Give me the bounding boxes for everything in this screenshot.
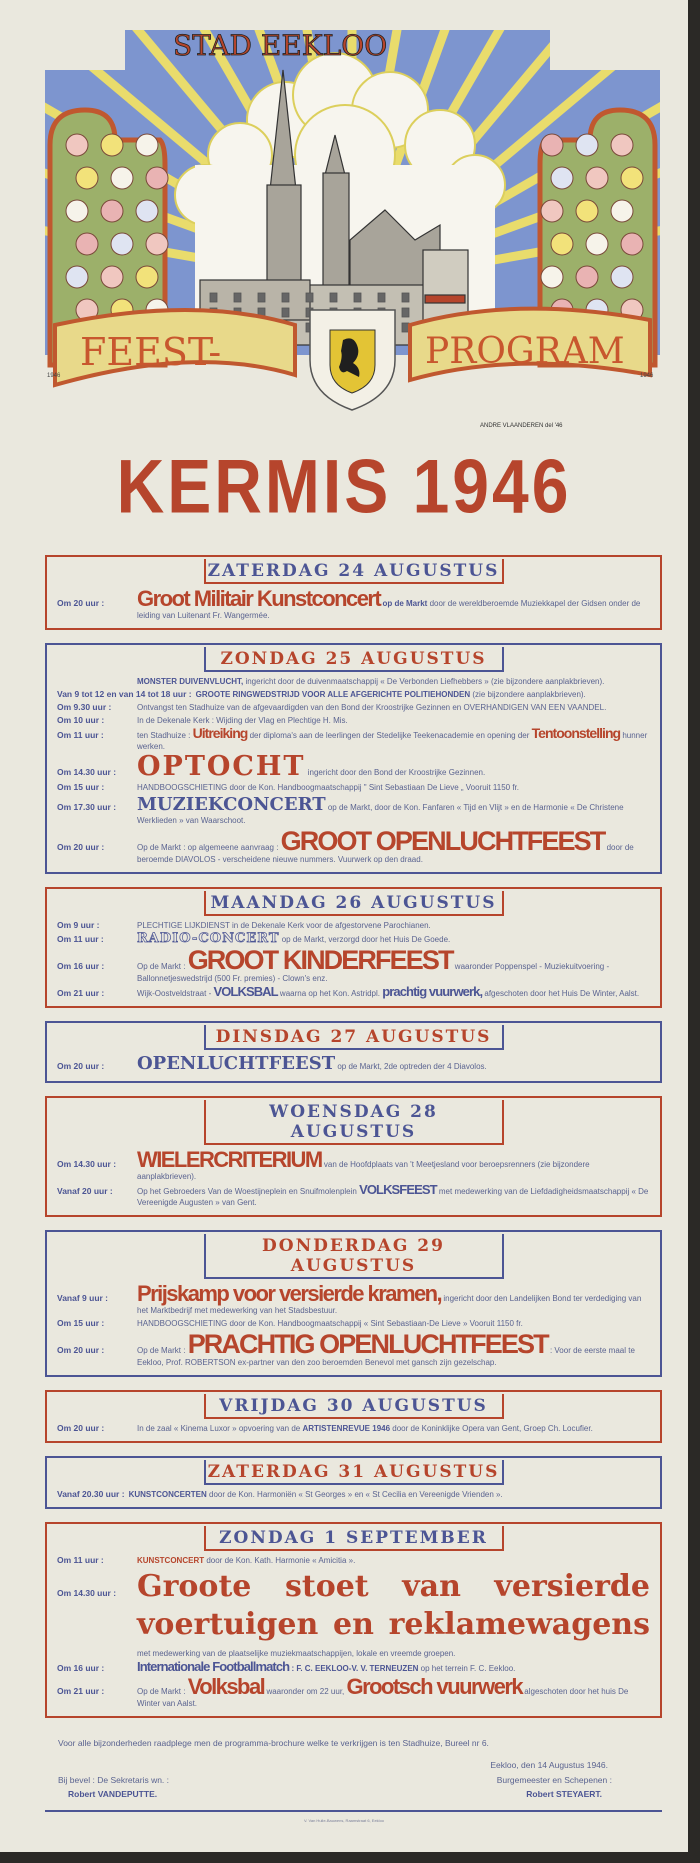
event-text: Grootsch vuurwerk <box>346 1674 523 1699</box>
event-time: Om 20 uur : <box>57 842 105 852</box>
page-title: KERMIS 1946 <box>116 443 572 529</box>
event-item <box>57 1318 650 1329</box>
stad-eekloo-title <box>173 29 387 62</box>
flower-icon <box>541 266 563 288</box>
event-description <box>137 933 650 945</box>
event-time: Om 17.30 uur : <box>57 802 117 812</box>
event-text: Wijk-Oostveldstraat - <box>137 989 214 998</box>
flower-icon <box>621 167 643 189</box>
event-item <box>57 689 650 700</box>
event-text: Groot Militair Kunstconcert <box>137 586 381 611</box>
event-item <box>57 1149 650 1182</box>
event-text: door de wereldberoemde Muziekkapel der Gidsen onder de leiding van Luitenant Fr. Wangermée. <box>137 599 641 620</box>
event-item <box>57 751 650 782</box>
event-time: Om 20 uur : <box>57 1345 105 1355</box>
event-item <box>57 725 650 752</box>
event-text: In de zaal « Kinema Luxor » opvoering van de <box>137 1424 303 1433</box>
event-description <box>137 782 650 793</box>
event-description <box>137 1318 650 1329</box>
window <box>210 293 217 302</box>
event-item <box>57 1555 650 1566</box>
event-time: Om 20 uur : <box>57 598 105 608</box>
svg-text:1946: 1946 <box>47 373 61 379</box>
flower-icon <box>576 266 598 288</box>
event-description <box>137 1568 650 1659</box>
flower-icon <box>146 233 168 255</box>
event-time: Om 16 uur : <box>57 961 105 971</box>
day-title: MAANDAG 26 AUGUSTUS <box>204 891 504 916</box>
window <box>234 293 241 302</box>
window <box>306 293 313 302</box>
festival-program <box>45 555 662 1731</box>
event-description <box>137 702 650 713</box>
event-text: OPTOCHT <box>137 751 306 782</box>
event-text: waaronder om 22 uur, <box>264 1687 347 1696</box>
event-text: Op de Markt : <box>137 962 188 971</box>
flower-icon <box>101 266 123 288</box>
flower-icon <box>66 266 88 288</box>
event-text: ten Stadhuize : <box>137 731 193 740</box>
event-description <box>137 947 650 984</box>
day-section <box>45 1390 662 1443</box>
event-text: : F. C. EEKLOO-V. V. TERNEUZEN <box>289 1664 419 1673</box>
event-item <box>57 986 650 999</box>
event-item <box>57 1184 650 1208</box>
footer-date: Eekloo, den 14 Augustus 1946. <box>490 1760 608 1770</box>
event-item <box>57 1423 650 1434</box>
event-text: door de Kon. Kath. Harmonie « Amicitia ». <box>204 1556 356 1565</box>
event-item <box>57 828 650 865</box>
flower-icon <box>76 233 98 255</box>
event-text: voertuigen en reklamewagens <box>137 1607 650 1642</box>
event-description <box>137 1555 650 1566</box>
event-text: algeschoten door het huis De Winter van Aalst. <box>137 1687 629 1708</box>
day-section <box>45 887 662 1008</box>
event-text: MONSTER DUIVENVLUCHT, <box>137 677 244 686</box>
printer-imprint: V. Van Hulle-Bauwens, Raamstraat 6, Eekloo <box>303 1818 385 1823</box>
event-text: Tentoonstelling <box>531 725 621 741</box>
event-item <box>57 782 650 793</box>
svg-text:PROGRAM: PROGRAM <box>425 331 625 372</box>
day-title: ZONDAG 1 SEPTEMBER <box>204 1526 504 1551</box>
event-text: Op het Gebroeders Van de Woestijneplein en Snuifmolenplein <box>137 1187 360 1196</box>
event-time: Om 21 uur : <box>57 1686 105 1696</box>
event-text: door de Koninklijke Opera van Gent, Groep Ch. Locufier. <box>390 1424 593 1433</box>
event-text: op de Markt <box>380 599 428 608</box>
mayor-role: Burgemeester en Schepenen : <box>496 1775 612 1785</box>
event-description <box>137 725 650 752</box>
event-text: der diploma's aan de leerlingen der Stedelijke Teekenacademie en opening der <box>247 731 532 740</box>
event-text: door de beroemde DIAVOLOS - verscheidene nieuwe nummers. Vuurwerk op den draad. <box>137 843 634 864</box>
event-item <box>57 947 650 984</box>
event-text: ingericht door den Landelijken Bond ter verdediging van het Marktbedrijf met medewerking van het Stadsbestuur. <box>137 1294 642 1315</box>
event-time: Om 11 uur : <box>57 934 104 944</box>
day-section <box>45 1522 662 1718</box>
event-text: PLECHTIGE LIJKDIENST in de Dekenale Kerk voor de afgestorvene Parochianen. <box>137 921 431 930</box>
event-text: afgeschoten door het Huis De Winter, Aalst. <box>482 989 640 998</box>
flower-icon <box>146 167 168 189</box>
event-item <box>57 1568 650 1659</box>
event-text: GROOTE RINGWEDSTRIJD VOOR ALLE AFGERICHTE POLITIEHONDEN <box>195 690 471 699</box>
event-text: op de Markt, door de Kon. Fanfaren « Tijd en Vlijt » en de Harmonie « De Christene Werklieden » van Waarschoot. <box>137 803 624 825</box>
day-section <box>45 1096 662 1217</box>
flower-icon <box>551 167 573 189</box>
event-time: Om 10 uur : <box>57 715 105 725</box>
day-section <box>45 555 662 630</box>
event-description <box>196 689 650 700</box>
event-item <box>57 1661 650 1674</box>
event-item <box>57 588 650 621</box>
event-text: HANDBOOGSCHIETING door de Kon. Handboogmaatschappij " Sint Sebastiaan De Lieve „ Vooruit 1150 fr. <box>137 783 519 792</box>
event-item <box>57 1331 650 1368</box>
event-time: Om 20 uur : <box>57 1423 105 1433</box>
event-text: op de Markt, verzorgd door het Huis De Goede. <box>279 935 451 944</box>
event-text: RADIO-CONCERT <box>137 931 280 946</box>
flower-icon <box>66 200 88 222</box>
flower-icon <box>551 233 573 255</box>
flower-icon <box>136 266 158 288</box>
flower-icon <box>576 134 598 156</box>
event-time: Om 11 uur : <box>57 1555 104 1565</box>
event-text: ingericht door den Bond der Kroostrijke Gezinnen. <box>305 768 486 777</box>
flower-icon <box>136 134 158 156</box>
day-section <box>45 1230 662 1377</box>
day-title: WOENSDAG 28 AUGUSTUS <box>204 1100 504 1145</box>
event-text: GROOT OPENLUCHTFEEST <box>280 826 605 856</box>
flower-icon <box>621 233 643 255</box>
event-text: Internationale Footballmatch <box>137 1659 290 1674</box>
event-text: PRACHTIG OPENLUCHTFEEST <box>187 1329 548 1359</box>
flower-icon <box>611 200 633 222</box>
event-text: VOLKSBAL <box>213 984 278 999</box>
window <box>330 293 337 302</box>
event-description <box>137 676 650 687</box>
event-text: : Voor de eerste maal te Eekloo, Prof. ROBERTSON ex-partner van den zoo beroemden Benevol met gansch zijn gezelschap. <box>137 1346 635 1367</box>
flower-icon <box>101 134 123 156</box>
day-title: ZATERDAG 31 AUGUSTUS <box>204 1460 504 1485</box>
event-time: Om 15 uur : <box>57 782 105 792</box>
event-text: Op de Markt : <box>137 1687 188 1696</box>
artist-signature: ANDRE VLAANDEREN del '46 <box>480 423 563 429</box>
event-text: In de Dekenale Kerk : Wijding der Vlag en Plechtige H. Mis. <box>137 716 348 725</box>
event-text: Uitreiking <box>192 725 248 741</box>
event-description <box>137 1283 650 1316</box>
event-item <box>57 933 650 945</box>
flower-icon <box>76 167 98 189</box>
secretary-role: Bij bevel : De Sekretaris wn. : <box>58 1775 170 1785</box>
event-text: met medewerking van de plaatselijke muziekmaatschappijen, lokale en vreemde groepen. <box>137 1649 456 1658</box>
mayor-name: Robert STEYAERT. <box>526 1789 602 1799</box>
event-text: ARTISTENREVUE 1946 <box>302 1424 391 1433</box>
day-title: DONDERDAG 29 AUGUSTUS <box>204 1234 504 1279</box>
event-item <box>57 1489 650 1500</box>
event-description <box>137 588 650 621</box>
svg-text:STAD EEKLOO: STAD EEKLOO <box>173 29 388 62</box>
event-text: Volksbal <box>187 1674 265 1699</box>
footer-info: Voor alle bijzonderheden raadplege men de programma-brochure welke te verkrijgen is ten Stadhuize, Bureel nr 6. <box>58 1738 489 1748</box>
flower-icon <box>66 134 88 156</box>
event-time: Om 11 uur : <box>57 730 104 740</box>
event-description <box>137 1661 650 1674</box>
flower-icon <box>576 200 598 222</box>
event-text: VOLKSFEEST <box>359 1182 437 1197</box>
window <box>354 293 361 302</box>
window <box>378 293 385 302</box>
event-item <box>57 795 650 826</box>
event-description <box>137 1676 650 1709</box>
event-text: prachtig vuurwerk, <box>382 984 483 999</box>
event-time: Om 14.30 uur : <box>57 1588 117 1598</box>
day-title: DINSDAG 27 AUGUSTUS <box>204 1025 504 1050</box>
day-title: ZONDAG 25 AUGUSTUS <box>204 647 504 672</box>
event-time: Om 20 uur : <box>57 1061 105 1071</box>
event-description <box>137 1423 650 1434</box>
event-item <box>57 1054 650 1074</box>
flower-icon <box>541 134 563 156</box>
event-description <box>129 1489 650 1500</box>
event-description <box>137 1149 650 1182</box>
event-time: Om 15 uur : <box>57 1318 105 1328</box>
event-text: MUZIEKCONCERT <box>137 794 326 815</box>
secretary-name: Robert VANDEPUTTE. <box>68 1789 158 1799</box>
feestprogram-illustration <box>45 25 660 435</box>
event-time: Om 21 uur : <box>57 988 105 998</box>
event-text: OPENLUCHTFEEST <box>137 1053 336 1074</box>
window <box>402 308 409 317</box>
window <box>282 293 289 302</box>
event-time: Om 9.30 uur : <box>57 702 112 712</box>
event-text: Op de Markt : op algemeene aanvraag : <box>137 843 281 852</box>
event-text: hunner werken. <box>137 731 648 751</box>
event-text: HANDBOOGSCHIETING door de Kon. Handboogmaatschappij « Sint Sebastiaan-De Lieve » Vooruit 1150 fr. <box>137 1319 523 1328</box>
flower-icon <box>586 167 608 189</box>
event-item <box>57 1283 650 1316</box>
event-text: van de Hoofdplaats van 't Meetjesland voor beroepsrenners (zie bijzondere aanplakbrieven). <box>137 1160 590 1181</box>
event-text: GROOT KINDERFEEST <box>187 945 453 975</box>
event-description <box>137 1184 650 1208</box>
flower-icon <box>101 200 123 222</box>
event-time: Vanaf 20.30 uur : <box>57 1489 125 1499</box>
event-text: door de Kon. Harmoniën « St Georges » en « St Cecilia en Vereenigde Vrienden ». <box>206 1490 503 1499</box>
event-text: waaronder Poppenspel - Muziekuitvoering - Ballonnetjeswedstrijd (500 Fr. premies) - Clown's enz. <box>137 962 610 983</box>
event-item <box>57 920 650 931</box>
event-text: waarna op het Kon. Astridpl. <box>277 989 383 998</box>
event-text: op het terrein F. C. Eekloo. <box>418 1664 516 1673</box>
event-time: Vanaf 9 uur : <box>57 1293 109 1303</box>
event-description <box>137 795 650 826</box>
event-text: KUNSTCONCERT <box>137 1556 205 1565</box>
window <box>402 323 409 332</box>
flower-icon <box>611 134 633 156</box>
event-description <box>137 1331 650 1368</box>
event-description <box>137 828 650 865</box>
day-section <box>45 643 662 874</box>
event-time: Om 14.30 uur : <box>57 767 117 777</box>
event-item <box>57 676 650 687</box>
event-text: Prijskamp voor versierde kramen, <box>137 1281 442 1306</box>
event-text: ingericht door de duivenmaatschappij « De Verbonden Liefhebbers » (zie bijzondere aanplakbrieven). <box>243 677 605 686</box>
divider <box>45 1810 662 1812</box>
flower-icon <box>611 266 633 288</box>
window <box>258 293 265 302</box>
svg-text:FEEST-: FEEST- <box>80 330 222 374</box>
event-text: Ontvangst ten Stadhuize van de afgevaardigden van den Bond der Kroostrijke Gezinnen en OVERHANDIGEN VAN EEN VAANDEL. <box>137 703 607 712</box>
event-time: Van 9 tot 12 en van 14 tot 18 uur : <box>57 689 192 699</box>
event-text: Groote stoet van versierde <box>137 1569 650 1604</box>
event-description <box>137 1054 650 1074</box>
flower-icon <box>586 233 608 255</box>
coat-of-arms-shield <box>310 310 395 410</box>
event-text: KUNSTCONCERTEN <box>128 1490 207 1499</box>
flower-icon <box>541 200 563 222</box>
day-section <box>45 1021 662 1083</box>
flower-icon <box>136 200 158 222</box>
event-text: Op de Markt : <box>137 1346 188 1355</box>
event-time: Om 9 uur : <box>57 920 100 930</box>
event-description <box>137 920 650 931</box>
event-text: (zie bijzondere aanplakbrieven). <box>470 690 586 699</box>
event-time: Vanaf 20 uur : <box>57 1186 113 1196</box>
event-description <box>137 751 650 782</box>
event-description <box>137 986 650 999</box>
event-time: Om 14.30 uur : <box>57 1159 117 1169</box>
day-title: ZATERDAG 24 AUGUSTUS <box>204 559 504 584</box>
svg-text:1946: 1946 <box>640 373 654 379</box>
event-item <box>57 1676 650 1709</box>
day-title: VRIJDAG 30 AUGUSTUS <box>204 1394 504 1419</box>
day-section <box>45 1456 662 1509</box>
flower-icon <box>111 233 133 255</box>
flower-icon <box>111 167 133 189</box>
event-item <box>57 702 650 713</box>
event-time: Om 16 uur : <box>57 1663 105 1673</box>
event-text: WIELERCRITERIUM <box>137 1147 322 1172</box>
window <box>282 308 289 317</box>
event-text: met medewerking van de Liefdadigheidsmaatschappij « De Vereenigde Augusten » van Gent. <box>137 1187 649 1207</box>
event-text: op de Markt, 2de optreden der 4 Diavolos. <box>335 1062 487 1071</box>
window <box>402 293 409 302</box>
